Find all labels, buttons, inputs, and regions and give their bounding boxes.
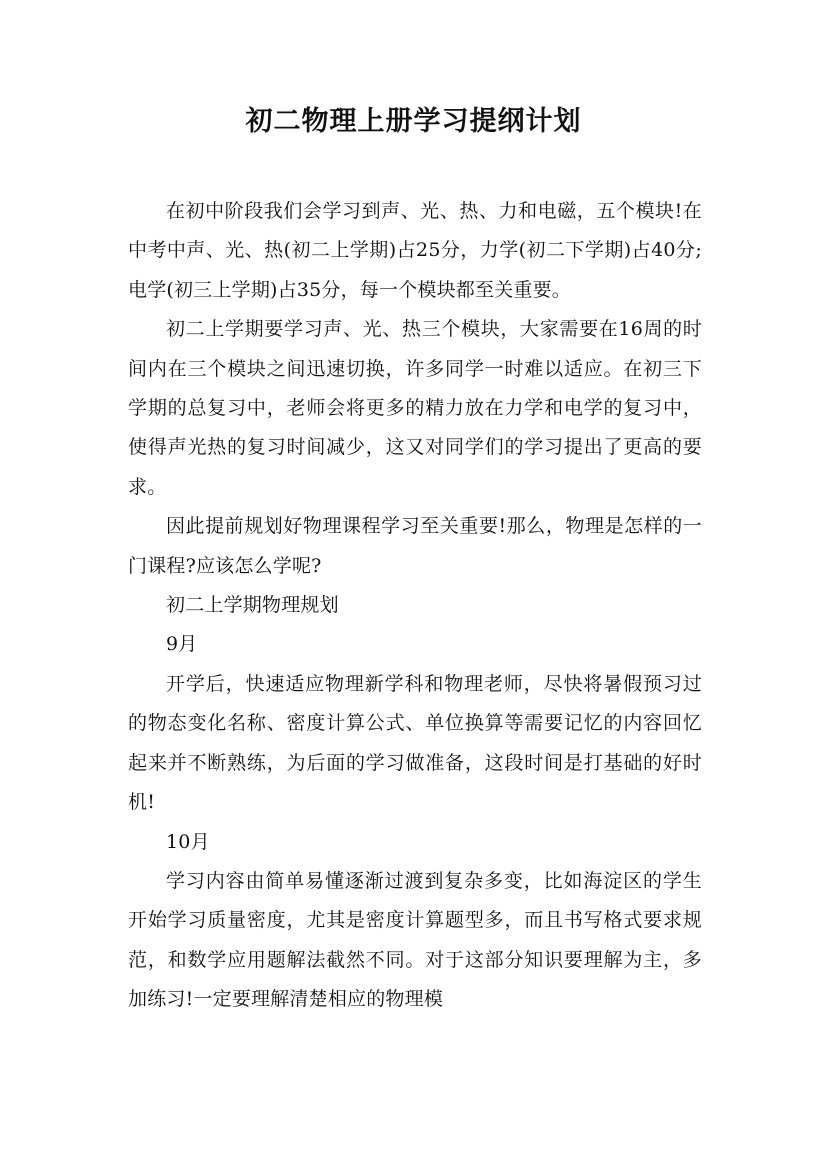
month-heading-september: 9月 bbox=[166, 633, 198, 656]
paragraph-september: 开学后，快速适应物理新学科和物理老师，尽快将暑假预习过的物态变化名称、密度计算公式、单位换算等需要记忆的内容回忆起来并不断熟练，为后面的学习做准备，这段时间是打基础的好时机! bbox=[128, 672, 702, 814]
month-heading-october: 10月 bbox=[166, 830, 210, 853]
document-body bbox=[128, 192, 702, 1020]
section-heading-plan: 初二上学期物理规划 bbox=[166, 594, 339, 617]
paragraph-planning-importance: 因此提前规划好物理课程学习至关重要!那么，物理是怎样的一门课程?应该怎么学呢? bbox=[128, 515, 702, 577]
paragraph-intro: 在初中阶段我们会学习到声、光、热、力和电磁，五个模块!在中考中声、光、热(初二上学期)占25分，力学(初二下学期)占40分;电学(初三上学期)占35分，每一个模块都至关重要。 bbox=[128, 200, 702, 301]
document-title: 初二物理上册学习提纲计划 bbox=[245, 106, 582, 137]
paragraph-october: 学习内容由简单易懂逐渐过渡到复杂多变，比如海淀区的学生开始学习质量密度，尤其是密度计算题型多，而且书写格式要求规范，和数学应用题解法截然不同。对于这部分知识要理解为主，多加练习!一定要理解清楚相应的物理模 bbox=[128, 869, 702, 1011]
paragraph-semester-overview: 初二上学期要学习声、光、热三个模块，大家需要在16周的时间内在三个模块之间迅速切换，许多同学一时难以适应。在初三下学期的总复习中，老师会将更多的精力放在力学和电学的复习中，使得声光热的复习时间减少，这又对同学们的学习提出了更高的要求。 bbox=[128, 318, 702, 498]
